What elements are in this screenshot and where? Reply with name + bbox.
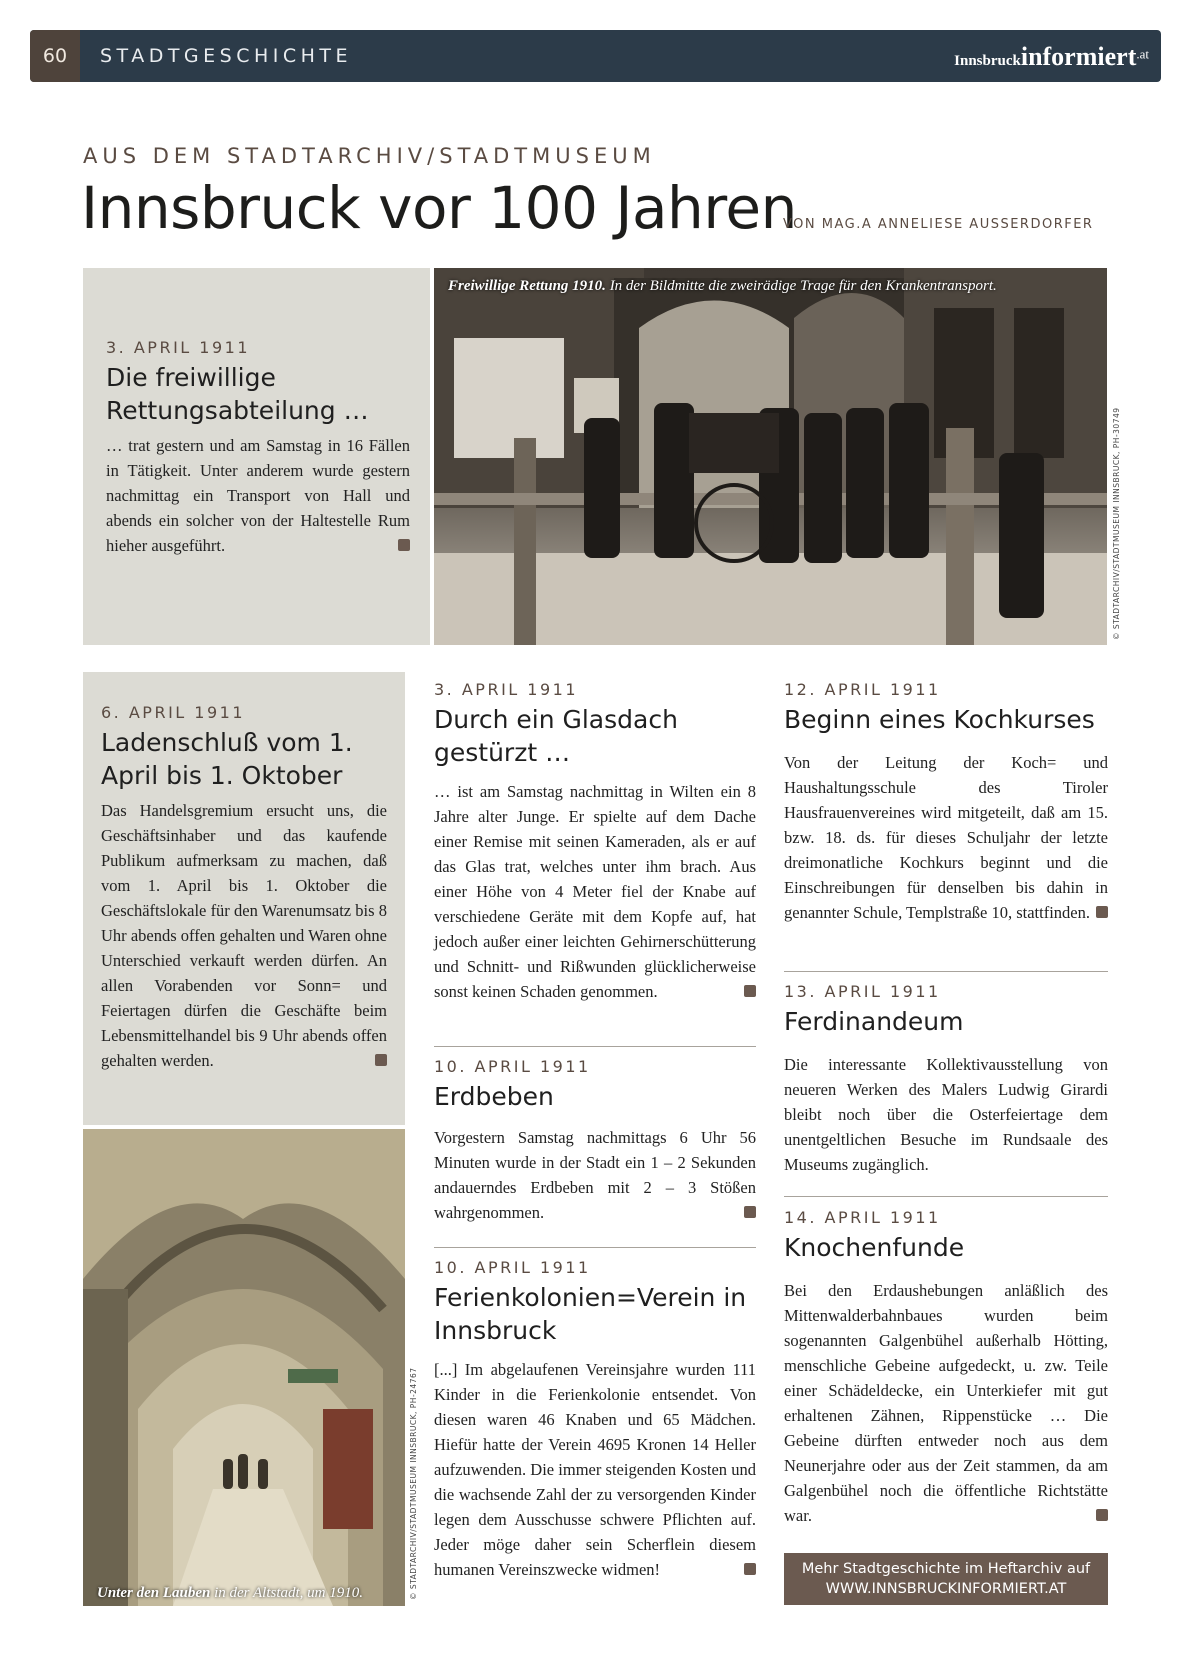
end-mark-icon [744,985,756,997]
end-mark-icon [1096,1509,1108,1521]
end-mark-icon [375,1054,387,1066]
article-body: Vorgestern Samstag nachmittags 6 Uhr 56 Minuten wurde in der Stadt ein 1 – 2 Sekunden andauerndes Erdbeben mit 2 – 3 Stößen wahrgenommen. [434,1128,756,1222]
caption-text: in der Altstadt, um 1910. [210,1585,363,1601]
article-body: … trat gestern und am Samstag in 16 Fällen in Tätigkeit. Unter anderem wurde gestern nachmittag ein Transport von Hall und abends ein solcher von der Haltestelle Rum hieher ausgeführt. [106,436,410,555]
article-date: 10. APRIL 1911 [434,1258,591,1277]
page-title: Innsbruck vor 100 Jahren [81,174,797,242]
article-headline: Die freiwillige Rettungsabteilung … [106,363,369,425]
article-headline: Durch ein Glasdach gestürzt … [434,705,678,767]
divider [434,1247,756,1248]
section-title: STADTGESCHICHTE [100,45,353,67]
article-ladenschluss [83,672,405,1125]
article-date: 12. APRIL 1911 [784,680,941,699]
article-headline: Ferdinandeum [784,1007,964,1036]
article-date: 6. APRIL 1911 [101,703,245,722]
end-mark-icon [744,1563,756,1575]
end-mark-icon [1096,906,1108,918]
photo-caption [97,1585,363,1602]
divider [784,971,1108,972]
photo-caption [448,278,997,295]
article-date: 3. APRIL 1911 [106,338,250,357]
article-date: 10. APRIL 1911 [434,1057,591,1076]
article-headline: Knochenfunde [784,1233,965,1262]
photo-rettung-image [434,268,1107,645]
article-erdbeben [434,1057,756,1225]
article-headline: Erdbeben [434,1082,554,1111]
caption-text: In der Bildmitte die zweirädige Trage für den Krankentransport. [605,278,997,294]
photo-credit: © STADTARCHIV/STADTMUSEUM INNSBRUCK, PH-24767 [409,1367,418,1600]
article-knochenfunde [784,1208,1108,1528]
archive-link-box[interactable] [784,1553,1108,1605]
photo-lauben [83,1129,405,1606]
photo-lauben-image [83,1129,405,1606]
brand-prefix: Innsbruck [954,53,1021,69]
article-body: Die interessante Kollektivausstellung von neueren Werken des Malers Ludwig Girardi bleibt noch über die Osterfeiertage dem unentgeltlichen Besuche im Rundsaale des Museums zugänglich. [784,1055,1108,1174]
end-mark-icon [744,1206,756,1218]
article-date: 13. APRIL 1911 [784,982,941,1001]
article-rettung [83,268,430,645]
article-headline: Ferienkolonien=Verein in Innsbruck [434,1283,747,1345]
article-date: 14. APRIL 1911 [784,1208,941,1227]
photo-rettung [434,268,1107,645]
caption-bold: Freiwillige Rettung 1910. [448,278,606,294]
caption-bold: Unter den Lauben [97,1585,211,1601]
article-glasdach [434,680,756,1004]
brand-main: informiert [1020,42,1137,71]
archive-link-text: Mehr Stadtgeschichte im Heftarchiv auf [801,1561,1091,1577]
brand-suffix: .at [1136,46,1149,62]
end-mark-icon [398,539,410,551]
divider [434,1046,756,1047]
header-bar [30,30,1161,82]
article-body: [...] Im abgelaufenen Vereinsjahre wurden 111 Kinder in die Ferienkolonie entsendet. Von diesen waren 46 Knaben und 65 Mädchen. Hiefür hatte der Verein 4695 Kronen 14 Heller aufzuwenden. Die immer steigenden Kosten und die wachsende Zahl der zu versorgenden Kinder legen dem Ausschusse schwere Pflichten auf. Jeder möge daher sein Scherflein diesem humanen Vereinszwecke widmen! [434,1360,756,1579]
article-body: … ist am Samstag nachmittag in Wilten ein 8 Jahre alter Junge. Er spielte auf dem Dache einer Remise mit seinen Kameraden, als er auf das Glas trat, welches unter ihm brach. Aus einer Höhe von 4 Meter fiel der Knabe auf verschiedene Geräte mit dem Kopfe auf, hat jedoch außer einer leichten Gehirnerschütterung und Schnitt- und Rißwunden glücklicherweise sonst keinen Schaden genommen. [434,782,756,1001]
article-headline: Beginn eines Kochkurses [784,705,1095,734]
article-kochkurs [784,680,1108,925]
kicker: AUS DEM STADTARCHIV/STADTMUSEUM [83,144,656,168]
article-ferdinandeum [784,982,1108,1177]
article-body: Von der Leitung der Koch= und Haushaltungsschule des Tiroler Hausfrauenvereines wird mitgeteilt, daß am 15. bzw. 18. ds. für dieses Schuljahr der letzte dreimonatliche Kochkurs beginnt und die Einschreibungen für denselben bis dahin in genannter Schule, Templstraße 10, stattfinden. [784,753,1108,922]
article-body: Bei den Erdaushebungen anläßlich des Mittenwalderbahnbaues wurden beim sogenannten Galgenbühel außerhalb Hötting, menschliche Gebeine aufgedeckt, u. zw. Teile einer Schädeldecke, ein Unterkiefer mit gut erhaltenen Zähnen, Rippenstücke … Die Gebeine dürften entweder noch aus dem Neunerjahre oder aus der Zeit stammen, da am Galgenbühel noch die öffentliche Richtstätte war. [784,1281,1108,1525]
article-body: Das Handelsgremium ersucht uns, die Geschäftsinhaber und das kaufende Publikum aufmerksam zu machen, daß vom 1. April bis 1. Oktober die Geschäftslokale für den Warenumsatz bis 8 Uhr abends offen gehalten und Waren ohne Unterschied verkauft werden dürfen. An allen Vorabenden vor Sonn= und Feiertagen dürfen die Geschäfte beim Lebensmittelhandel bis 9 Uhr abends offen gehalten werden. [101,801,387,1070]
divider [784,1196,1108,1197]
article-headline: Ladenschluß vom 1. April bis 1. Oktober [101,728,353,790]
archive-link-url[interactable]: WWW.INNSBRUCKINFORMIERT.AT [825,1581,1067,1597]
photo-credit: © STADTARCHIV/STADTMUSEUM INNSBRUCK, PH-30749 [1112,407,1121,640]
brand-logo [954,42,1149,72]
byline: VON MAG.A ANNELIESE AUSSERDORFER [783,217,1094,232]
page-number: 60 [30,30,80,82]
article-ferienkolonien [434,1258,756,1582]
article-date: 3. APRIL 1911 [434,680,578,699]
